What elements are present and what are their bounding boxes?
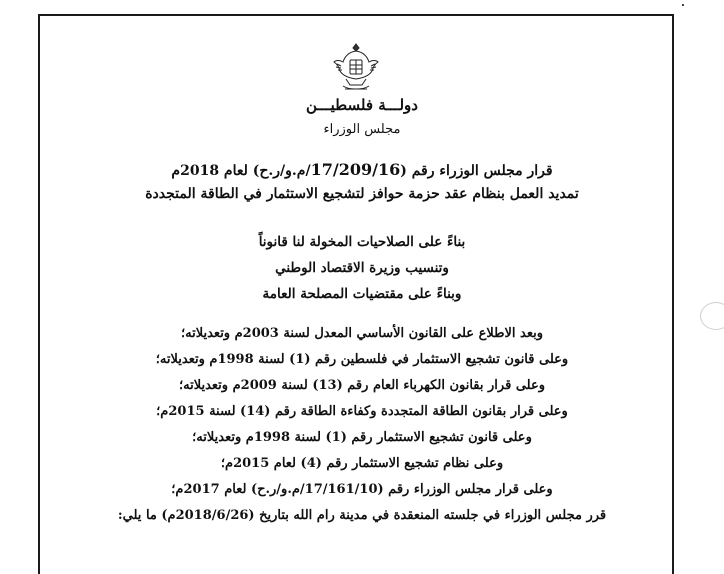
decision-title-suffix: /م.و/ر.ح) لعام 2018م: [171, 163, 311, 179]
reference-line: وعلى قرار بقانون الكهرباء العام رقم (13) لسنة 2009م وتعديلاته؛: [178, 378, 545, 393]
decision-title-prefix: قرار مجلس الوزراء رقم (: [400, 163, 553, 179]
decision-number: 17/209/16: [310, 160, 401, 179]
reference-line: وعلى قرار مجلس الوزراء رقم (17/161/10/م.و/ر.ح) لعام 2017م؛: [171, 482, 553, 497]
decision-title: [0, 160, 724, 179]
reference-line: وبعد الاطلاع على القانون الأساسي المعدل لسنة 2003م وتعديلاته؛: [181, 326, 543, 341]
basis-line: بناءً على الصلاحيات المخولة لنا قانوناً: [258, 234, 466, 250]
state-name: دولـــة فلسطيـــن: [306, 96, 418, 114]
reference-line: وعلى قرار بقانون الطاقة المتجددة وكفاءة الطاقة رقم (14) لسنة 2015م؛: [156, 404, 568, 419]
basis-line: وتنسيب وزيرة الاقتصاد الوطني: [275, 260, 449, 276]
palestine-eagle-emblem-icon: [331, 40, 381, 96]
decision-subject: تمديد العمل بنظام عقد حزمة حوافز لتشجيع الاستثمار في الطاقة المتجددة: [145, 186, 579, 202]
reference-line: وعلى نظام تشجيع الاستثمار رقم (4) لعام 2015م؛: [220, 456, 504, 471]
basis-line: وبناءً على مقتضيات المصلحة العامة: [262, 286, 462, 302]
reference-line: وعلى قانون تشجيع الاستثمار في فلسطين رقم (1) لسنة 1998م وتعديلاته؛: [155, 352, 569, 367]
scan-speck: [682, 4, 684, 6]
council-name: مجلس الوزراء: [323, 122, 401, 137]
resolution-line: قرر مجلس الوزراء في جلسته المنعقدة في مدينة رام الله بتاريخ (2018/6/26م) ما يلي:: [117, 508, 607, 523]
reference-line: وعلى قانون تشجيع الاستثمار رقم (1) لسنة 1998م وتعديلاته؛: [192, 430, 532, 445]
